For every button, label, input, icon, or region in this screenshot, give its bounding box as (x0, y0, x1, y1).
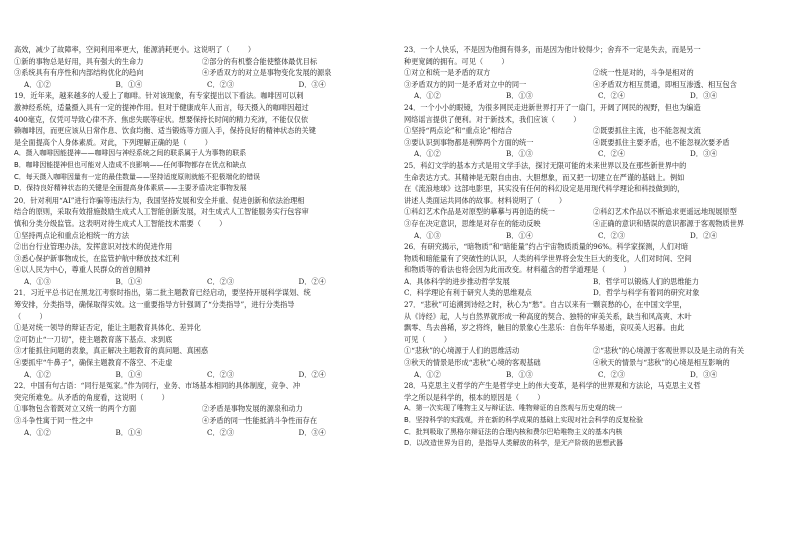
q27-stmt-3: ③秋天的情景是形成“悲秋”心境的客观基础 (404, 358, 541, 368)
option-a[interactable]: A．①② (414, 149, 441, 159)
q24-stmt-3: ③要认识到事物都是利弊两个方面的统一 (404, 137, 534, 147)
option-a[interactable]: A．①② (24, 427, 51, 437)
q21-line: （ ） (14, 311, 47, 321)
q22-line: 突完所难免。从矛盾的角度看，这说明（ ） (14, 392, 169, 402)
q27-line: 飘零、鸟去兽稀，岁之将终，触目的景象心生悲乐：自伤年华易逝，哀叹美人迟暮。由此 (404, 323, 685, 333)
q25-line: 25．科幻文学的基本方式是用文学手法，探讨无限可能的未来世界以及在那些新世界中的 (404, 160, 687, 170)
q26-options-row (404, 276, 782, 288)
q27-line: 27．“悲秋”可追溯到诗经之时，秋心为“愁”。自古以来有一颗哀愁的心，在中国文学里， (404, 300, 687, 310)
q25-options-row (404, 206, 782, 218)
q28-line: 学之所以是科学的，根本的原因是（ ） (404, 392, 545, 402)
q20-stmt: ①坚持两点论和重点论相统一的方法 (14, 230, 130, 240)
q28-line: 28．马克思主义哲学的产生是哲学史上的伟大变革，是科学的世界观和方法论，马克思主义哲 (404, 381, 701, 391)
option-b[interactable]: B．①④ (115, 369, 143, 379)
option-b[interactable]: B．①④ (115, 427, 143, 437)
option-b[interactable]: B．①③ (506, 369, 533, 379)
q19-option[interactable]: B．咖啡因能提神但也可能对人造成不良影响——任何事物都存在优点和缺点 (14, 160, 247, 169)
q20-answer-options (14, 276, 390, 288)
option-a[interactable]: A．①② (414, 91, 441, 101)
q26-option-b[interactable]: B．哲学可以锻炼人们的思维能力 (593, 276, 699, 286)
q22-options-row (14, 403, 390, 415)
q27-answer-options (404, 369, 782, 381)
option-d[interactable]: D．③④ (690, 149, 718, 159)
q27-line: 从《诗经》起，人与自然界就形成一种高度的契合、独特的审美关系，缺当和风高爽、木叶 (404, 311, 692, 321)
option-c[interactable]: C．②④ (598, 149, 626, 159)
q18-answer-options (14, 79, 390, 91)
q25-line: 讲述人类面运共同体的故事。材料说明了（ ） (404, 195, 567, 205)
q21-line: 21．习近平总书记在黑龙江考察时指出，第二批主题教育已经启动，要坚持开展科学谋划、统 (14, 288, 311, 298)
q27-line: 可见（ ） (404, 334, 452, 344)
option-b[interactable]: B．①③ (506, 91, 533, 101)
q20-line: 结合的原则，采取有效措施鼓励生成式人工智能创新发展，对生成式人工智能服务实行包容审 (14, 207, 309, 217)
q25-options-row (404, 218, 782, 230)
q26-option-c[interactable]: C．科学理论有利于研究人类的思维观点 (404, 288, 532, 298)
right-column (404, 44, 782, 450)
q20-stmt: ④以人民为中心，尊重人民群众的首创精神 (14, 265, 151, 275)
q18-stmt-3: ③系统具有有序性和内部结构优化的趋向 (14, 68, 144, 78)
q24-line: 24．一个小小的眼镜，为很多网民走进新世界打开了一扇门，开阔了网民的视野，但也为编造 (404, 102, 701, 112)
q24-stmt-4: ④既要抓住主要矛盾，也不能忽视次要矛盾 (593, 137, 730, 147)
q20-stmt: ②出台行业管理办法，发挥意识对技术的促进作用 (14, 242, 173, 252)
q23-options-row (404, 79, 782, 91)
option-c[interactable]: C．②③ (598, 230, 626, 240)
q24-line: 网络谣言提供了便利。对于新技术，我们应该（ ） (404, 114, 581, 124)
q25-line: 在《流浪地球》这部电影里，其实没有任何的科幻设定是用现代科学理论和科技做到的， (404, 184, 685, 194)
q18-line: 高效，减少了故障率，空间利用率更大，能源消耗更小。这说明了（ ） (14, 45, 256, 54)
option-b[interactable]: B．①④ (115, 79, 143, 89)
option-a[interactable]: A．①② (24, 79, 51, 89)
q22-options-row (14, 415, 390, 427)
q28-option[interactable]: A．第一次实现了唯物主义与辩证法、唯物辩证的自然观与历史观的统一 (404, 404, 623, 413)
q23-stmt-2: ②统一性是对的，斗争是相对的 (593, 68, 694, 78)
q25-stmt-2: ②科幻艺术作品以不断追求更遥远地现展原型 (593, 207, 737, 217)
option-d[interactable]: D．②④ (298, 276, 326, 286)
option-a[interactable]: A．①③ (414, 230, 441, 240)
option-b[interactable]: B．①③ (506, 149, 533, 159)
q22-line: 22．中国有句古语：“同行是冤家。”作为同行，业务、市场基本相同的具体制度，竞争、冲 (14, 381, 301, 391)
q19-option[interactable]: D．保持良好精神状态的关键是全面提高身体素质——主要矛盾决定事物发展 (14, 184, 247, 193)
q19-line: 400毫克，仅凭可导致心律不齐、焦虑失眠等症状。想要保持长时间的精力充沛，不能仅仅依 (14, 114, 309, 124)
q23-stmt-4: ④矛盾双方相互贯通，即相互渗透、相互包含 (593, 79, 737, 89)
q23-stmt-3: ③矛盾双方的同一是矛盾对立中的同一 (404, 79, 527, 89)
q18-stmt-4: ④矛盾双方的对立是事物变化发展的源泉 (202, 68, 332, 78)
q25-stmt-1: ①科幻艺术作品是对原型的摹摹与再创造的统一 (404, 207, 555, 217)
q26-option-d[interactable]: D．哲学与科学有着同的研究对象 (593, 288, 700, 298)
q21-stmt: ③才能抓住问题的表象，真正解决主题教育的真问题、真困惑 (14, 346, 209, 356)
option-d[interactable]: D．②④ (690, 230, 718, 240)
option-c[interactable]: C．②③ (598, 369, 626, 379)
option-c[interactable]: C．②③ (207, 427, 235, 437)
q22-stmt-1: ①事物包含着既对立又统一的两个方面 (14, 404, 137, 414)
q18-options-row (14, 56, 390, 68)
q19-option[interactable]: C．每天摄入咖啡因量有一定的最佳数量——坚持适度原则就能不犯极端化的错误 (14, 172, 260, 181)
q25-stmt-3: ③存在决定意识，思维是对存在的能动反映 (404, 218, 541, 228)
q27-stmt-4: ④秋天的情景与“悲秋”的心境是相互影响的 (593, 358, 730, 368)
q25-line: 生命表达方式。其精神是无限自由由、大胆想象，而又把一切建立在严谨的基础上。例如 (404, 172, 685, 182)
option-d[interactable]: D．③④ (690, 369, 718, 379)
q23-options-row (404, 67, 782, 79)
q27-options-row (404, 357, 782, 369)
q18-stmt-1: ①新的事物总是好用，具有强大的生命力 (14, 56, 144, 66)
q23-line: 种更宽阔的拥有。可见（ ） (404, 56, 509, 66)
q22-stmt-3: ③斗争性寓于同一性之中 (14, 416, 94, 425)
option-c[interactable]: C．②③ (207, 276, 235, 286)
option-c[interactable]: C．②③ (207, 79, 235, 89)
q20-line: 慎和分类分级监管。这表明对待生成式人工智能技术需要（ ） (14, 218, 227, 228)
q23-answer-options (404, 90, 782, 102)
q26-option-a[interactable]: A．具体科学的进步推动哲学发展 (404, 276, 510, 286)
q24-options-row (404, 125, 782, 137)
left-column (14, 44, 390, 438)
q21-stmt: ①是对统一领导的辩证否定，能让主题教育具体化、差异化 (14, 323, 201, 333)
q21-stmt: ④要抓牢“牛鼻子”，确保主题教育不落空、不走虚 (14, 358, 173, 368)
q20-line: 20．针对利用“AI”进行诈骗等违法行为，我国坚持发展和安全并重、促进创新和依法治理相 (14, 195, 305, 205)
option-d[interactable]: D．②④ (298, 369, 326, 379)
option-c[interactable]: C．②④ (598, 91, 626, 101)
q28-option[interactable]: D．以改造世界为目的，是指导人类解放的科学，是无产阶级的思想武器 (404, 439, 623, 448)
option-d[interactable]: D．③④ (298, 79, 326, 89)
q26-line: 26．有研究揭示，“暗物质”和“暗能量”约占宇宙物质质量的96%。科学家探测，人们对暗 (404, 242, 689, 252)
q22-stmt-2: ②矛盾是事物发展的源泉和动力 (202, 404, 303, 414)
q19-line: 赖咖啡因，而更应该从日常作息、饮食均衡、适当锻炼等方面入手，保持良好的精神状态的关键 (14, 126, 316, 136)
q25-answer-options (404, 230, 782, 242)
option-d[interactable]: D．③④ (690, 91, 718, 101)
q25-stmt-4: ④正确的意识和错误的意识都源于客观物质世界 (593, 218, 744, 228)
option-b[interactable]: B．①④ (115, 276, 143, 286)
q28-option[interactable]: C．批判吸取了黑格尔辩证法的合理内核和费尔巴哈唯物主义的基本内核 (404, 427, 623, 436)
q27-stmt-1: ①“悲秋”的心境源于人们的思维活动 (404, 346, 520, 356)
q18-options-row (14, 67, 390, 79)
q18-stmt-2: ②部分的有机整合能使整体最优目标 (202, 56, 318, 66)
q20-stmt: ③悉心保护新事物成长，在监管护航中释放技术红利 (14, 253, 180, 263)
option-c[interactable]: C．②③ (207, 369, 235, 379)
q26-options-row (404, 287, 782, 299)
q26-line: 和物质等的看法也将会因为此而改变。材料蕴含的哲学道理是（ ） (404, 265, 631, 275)
option-a[interactable]: A．①③ (24, 276, 51, 286)
q21-answer-options (14, 369, 390, 381)
q19-line: 激神经系统，适量摄入具有一定的提神作用。但对于健康成年人而言，每天摄入的咖啡因超过 (14, 102, 309, 112)
q21-line: 筹安排，分类指导，确保取得实效。这一重要指导方针强调了“分类指导”，进行分类指导 (14, 300, 295, 310)
q19-line: 是全面提高个人身体素质。对此，下列理解正确的是（ ） (14, 137, 212, 147)
q22-answer-options (14, 427, 390, 439)
option-a[interactable]: A．①② (414, 369, 441, 379)
q24-options-row (404, 137, 782, 149)
option-b[interactable]: B．①④ (506, 230, 533, 240)
q27-options-row (404, 345, 782, 357)
q23-stmt-1: ①对立和统一是矛盾的双方 (404, 68, 491, 78)
q19-option[interactable]: A．摄入咖啡因能提神——咖啡因与神经系统之间的联系属于人为事物的联系 (14, 149, 247, 158)
q23-line: 23．一个人快乐，不是因为他拥有得多，而是因为他计较得少；舍弃不一定是失去，而是另一 (404, 45, 701, 54)
q21-stmt: ②可防止“一刀切”，使主题教育落下基点、求到底 (14, 334, 173, 344)
option-a[interactable]: A．①② (24, 369, 51, 379)
q27-stmt-2: ②“悲秋”的心境源于客观世界以及是主动的有关 (593, 346, 745, 356)
q28-option[interactable]: B．坚持科学的实践观，并在新的科学成果的基础上实现对社会科学的反复检验 (404, 416, 644, 424)
option-d[interactable]: D．③④ (298, 427, 326, 437)
q24-stmt-2: ②既要抓住主流，也不能忽视支流 (593, 126, 701, 136)
q24-stmt-1: ①坚持“两点论”和“重点论”相结合 (404, 126, 513, 136)
q19-line: 19．近年来，越来越多的人爱上了咖啡。针对该现象，有专家提出以下看法。咖啡因可以刺 (14, 91, 304, 101)
q26-line: 物质和暗能量有了突破性的认识，人类的科学世界将会发生巨大的变化，人们对时间、空间 (404, 253, 692, 263)
q24-answer-options (404, 148, 782, 160)
q22-stmt-4: ④矛盾的同一性能抵消斗争性而存在 (202, 416, 318, 425)
